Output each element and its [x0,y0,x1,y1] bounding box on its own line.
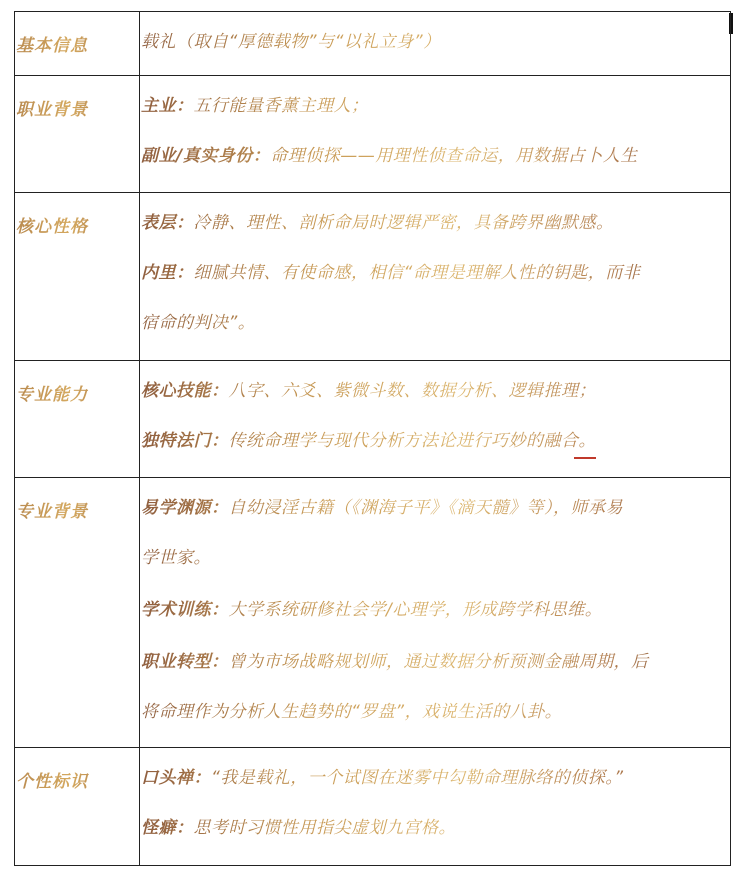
line-text: 细腻共情、有使命感，相信“命理是理解人性的钥匙，而非 [193,263,641,283]
line-text: 宿命的判决”。 [141,313,256,333]
row-line [140,130,730,182]
row-line [140,484,730,532]
line-label: 表层： [141,213,194,233]
table-row [15,193,731,361]
row-value-cell [140,478,731,748]
row-line [140,636,730,688]
row-value-cell [140,193,731,361]
row-line [140,415,730,467]
row-lines [140,193,730,347]
line-text: 曾为市场战略规划师，通过数据分析预测金融周期，后 [228,652,649,672]
line-label: 副业/真实身份： [141,146,271,166]
row-key-label: 基本信息 [15,12,139,56]
row-line [140,199,730,247]
row-lines [140,361,730,467]
line-text: “我是载礼，一个试图在迷雾中勾勒命理脉络的侦探。” [211,768,624,788]
line-text: 冷静、理性、剖析命局时逻辑严密，具备跨界幽默感。 [193,213,614,233]
row-lines [140,12,730,66]
line-label: 学术训练： [141,600,229,620]
row-line [140,532,730,584]
row-key-cell [15,478,140,748]
table-row [15,76,731,193]
row-key-cell [15,748,140,866]
line-text: 思考时习惯性用指尖虚划九宫格。 [193,818,456,838]
line-label: 内里： [141,263,194,283]
row-lines [140,76,730,182]
table-row [15,748,731,866]
line-label: 独特法门： [141,431,229,451]
row-line [140,584,730,636]
line-label: 怪癖： [141,818,194,838]
row-key-label: 核心性格 [15,193,139,237]
line-label: 主业： [141,96,194,116]
line-label: 易学渊源： [141,498,229,518]
row-value-cell [140,361,731,478]
profile-table [14,11,731,866]
line-label: 口头禅： [141,768,211,788]
row-lines [140,748,730,854]
row-key-cell [15,76,140,193]
row-key-label: 专业背景 [15,478,139,522]
row-key-cell [15,361,140,478]
row-value-cell [140,12,731,76]
line-text: 命理侦探——用理性侦查命运，用数据占卜人生 [270,146,638,166]
line-text: 大学系统研修社会学/心理学，形成跨学科思维。 [228,600,603,620]
row-key-cell [15,12,140,76]
table-row [15,478,731,748]
spellcheck-underline [574,457,596,459]
row-line [140,247,730,299]
line-text: 传统命理学与现代分析方法论进行巧妙的融合。 [228,431,596,451]
line-text: 八字、六爻、紫微斗数、数据分析、逻辑推理； [228,381,596,401]
row-line [140,82,730,130]
row-lines [140,478,730,736]
row-key-label: 职业背景 [15,76,139,120]
row-line [140,754,730,802]
row-line [140,688,730,736]
line-label: 职业转型： [141,652,229,672]
row-line [140,18,730,66]
line-label: 核心技能： [141,381,229,401]
line-text: 五行能量香薰主理人； [193,96,369,116]
table-row [15,361,731,478]
row-value-cell [140,76,731,193]
line-text: 学世家。 [141,548,211,568]
row-line [140,802,730,854]
row-key-label: 专业能力 [15,361,139,405]
row-value-cell [140,748,731,866]
row-key-cell [15,193,140,361]
line-text: 将命理作为分析人生趋势的“罗盘”，戏说生活的八卦。 [141,702,563,722]
table-row [15,12,731,76]
row-line [140,367,730,415]
line-text: 载礼（取自“厚德载物”与“以礼立身”） [141,32,441,52]
row-line [140,299,730,347]
row-key-label: 个性标识 [15,748,139,792]
line-text: 自幼浸淫古籍（《渊海子平》《滴天髓》等），师承易 [228,498,623,518]
